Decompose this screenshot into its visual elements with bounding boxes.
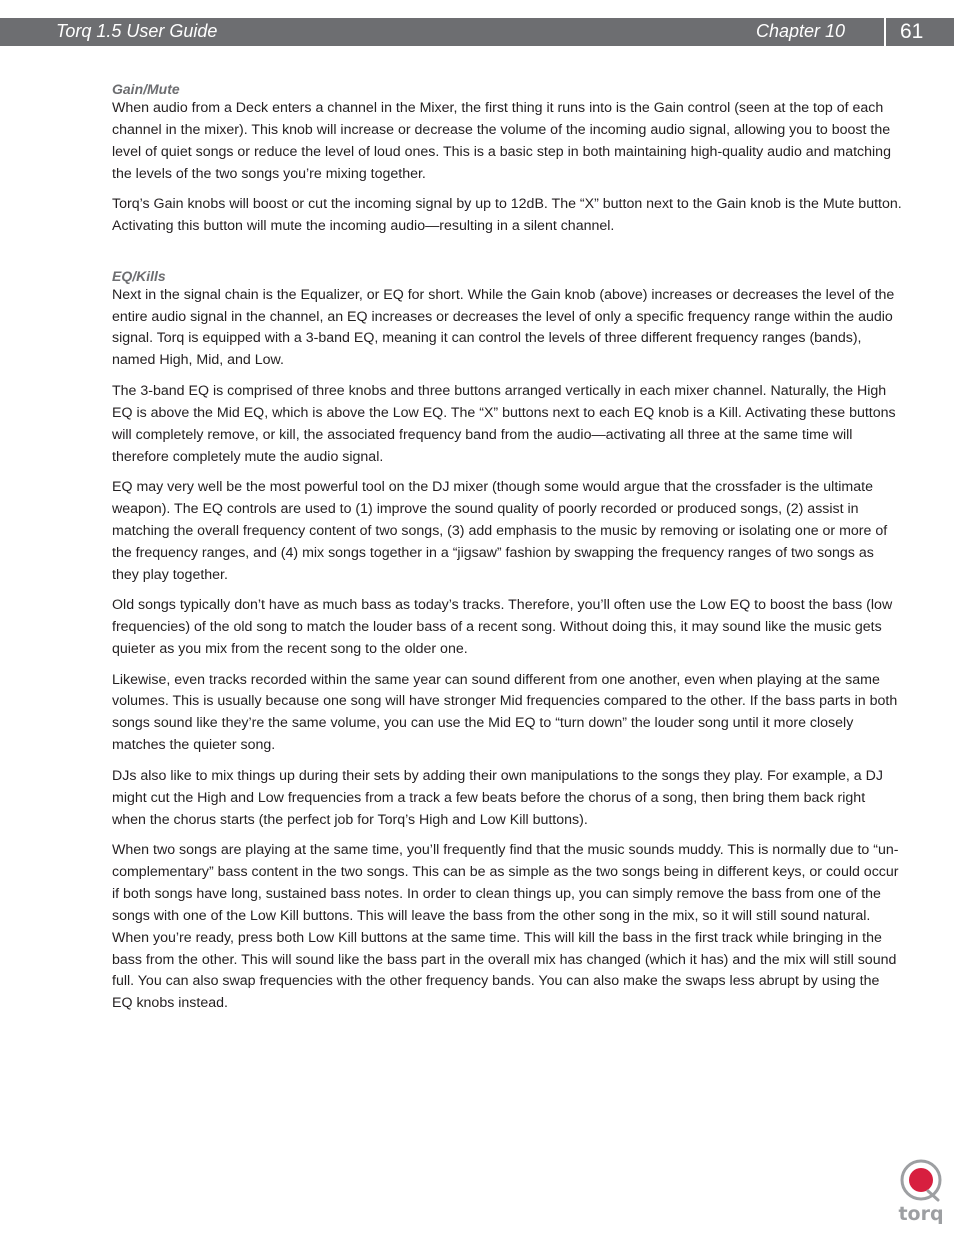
page-content: [112, 80, 902, 1024]
paragraph: EQ may very well be the most powerful tool on the DJ mixer (though some would argue that the crossfader is the ultimate weapon). The EQ controls are used to (1) improve the sound quality of poorly recorded or produced songs, (2) assist in matching the overall frequency content of two songs, (3) add emphasis to the music by removing or isolating one or more of the frequency ranges, and (4) mix songs together in a “jigsaw” fashion by swapping the frequency ranges of two songs as they play together.: [112, 479, 888, 583]
paragraph: Next in the signal chain is the Equalizer, or EQ for short. While the Gain knob (above) increases or decreases the level of the entire audio signal in the channel, an EQ increases or decreases the level of only a specific frequency range within the audio signal. Torq is equipped with a 3-band EQ, meaning it can control the levels of three different frequency ranges (bands), named High, Mid, and Low.: [112, 286, 895, 369]
logo-wordmark: torq: [898, 1203, 944, 1224]
section-heading: EQ/Kills: [112, 267, 166, 284]
page-number: 61: [900, 20, 924, 43]
paragraph: When audio from a Deck enters a channel in the Mixer, the first thing it runs into is the Gain control (seen at the top of each channel in the mixer). This knob will increase or decrease the volume of the incoming audio signal, allowing you to boost the level of quiet songs or reduce the level of loud ones. This is a basic step in both maintaining high-quality audio and matching the levels of the two songs you’re mixing together.: [112, 100, 891, 182]
chapter-label: Chapter 10: [756, 21, 846, 41]
section-spacer: [112, 247, 902, 267]
guide-title: Torq 1.5 User Guide: [56, 21, 218, 41]
section-gain-mute: [112, 80, 902, 238]
torq-logo-graphic: [898, 1158, 944, 1224]
torq-logo-icon: [898, 1158, 944, 1224]
paragraph: The 3-band EQ is comprised of three knobs and three buttons arranged vertically in each mixer channel. Naturally, the High EQ is above the Mid EQ, which is above the Low EQ. The “X” buttons next to each EQ knob is a Kill. Activating these buttons will completely remove, or kill, the associated frequency band from the audio—activating all three at the same time will therefore completely mute the audio signal.: [112, 382, 896, 465]
paragraph: DJs also like to mix things up during their sets by adding their own manipulations to the songs they play. For example, a DJ might cut the High and Low frequencies from a track a few beats before the chorus of a song, then bring them back right when the chorus starts (the perfect job for Torq’s High and Low Kill buttons).: [112, 767, 883, 828]
paragraph: Likewise, even tracks recorded within the same year can sound different from one another, even when playing at the same volumes. This is usually because one song will have stronger Mid frequencies compared to the other. If the bass parts in both songs sound like they’re the same volume, you can use the Mid EQ to “turn down” the louder song until it more closely matches the quieter song.: [112, 671, 898, 754]
paragraph: Torq’s Gain knobs will boost or cut the incoming signal by up to 12dB. The “X” button next to the Gain knob is the Mute button. Activating this button will mute the incoming audio—resulting in a silent channel.: [112, 196, 902, 235]
section-heading: Gain/Mute: [112, 81, 180, 97]
paragraph: Old songs typically don’t have as much bass as today’s tracks. Therefore, you’ll often use the Low EQ to boost the bass (low frequencies) of the old song to match the louder bass of a recent song. Without doing this, it may sound like the music gets quieter as you mix from the recent song to the older one.: [112, 597, 893, 657]
header-divider: [884, 18, 886, 46]
section-eq-kills: [112, 267, 902, 1016]
page-header: [0, 18, 954, 46]
paragraph: When two songs are playing at the same time, you’ll frequently find that the music sounds muddy. This is normally due to “un-complementary” bass content in the two songs. This can be as simple as the two songs being in different keys, or could occur if both songs have long, sustained bass notes. In order to clean things up, you can simply remove the bass from one of the songs with one of the Low Kill buttons. This will leave the bass from the other song in the mix, so it will still sound natural. When you’re ready, press both Low Kill buttons at the same time. This will kill the bass in the first track while bringing in the bass from the other. This will sound like the bass part in the overall mix has changed (which it has) and the mix will still sound full. You can also swap frequencies with the other frequency bands. You can also make the swaps less abrupt by using the EQ knobs instead.: [112, 842, 899, 1012]
